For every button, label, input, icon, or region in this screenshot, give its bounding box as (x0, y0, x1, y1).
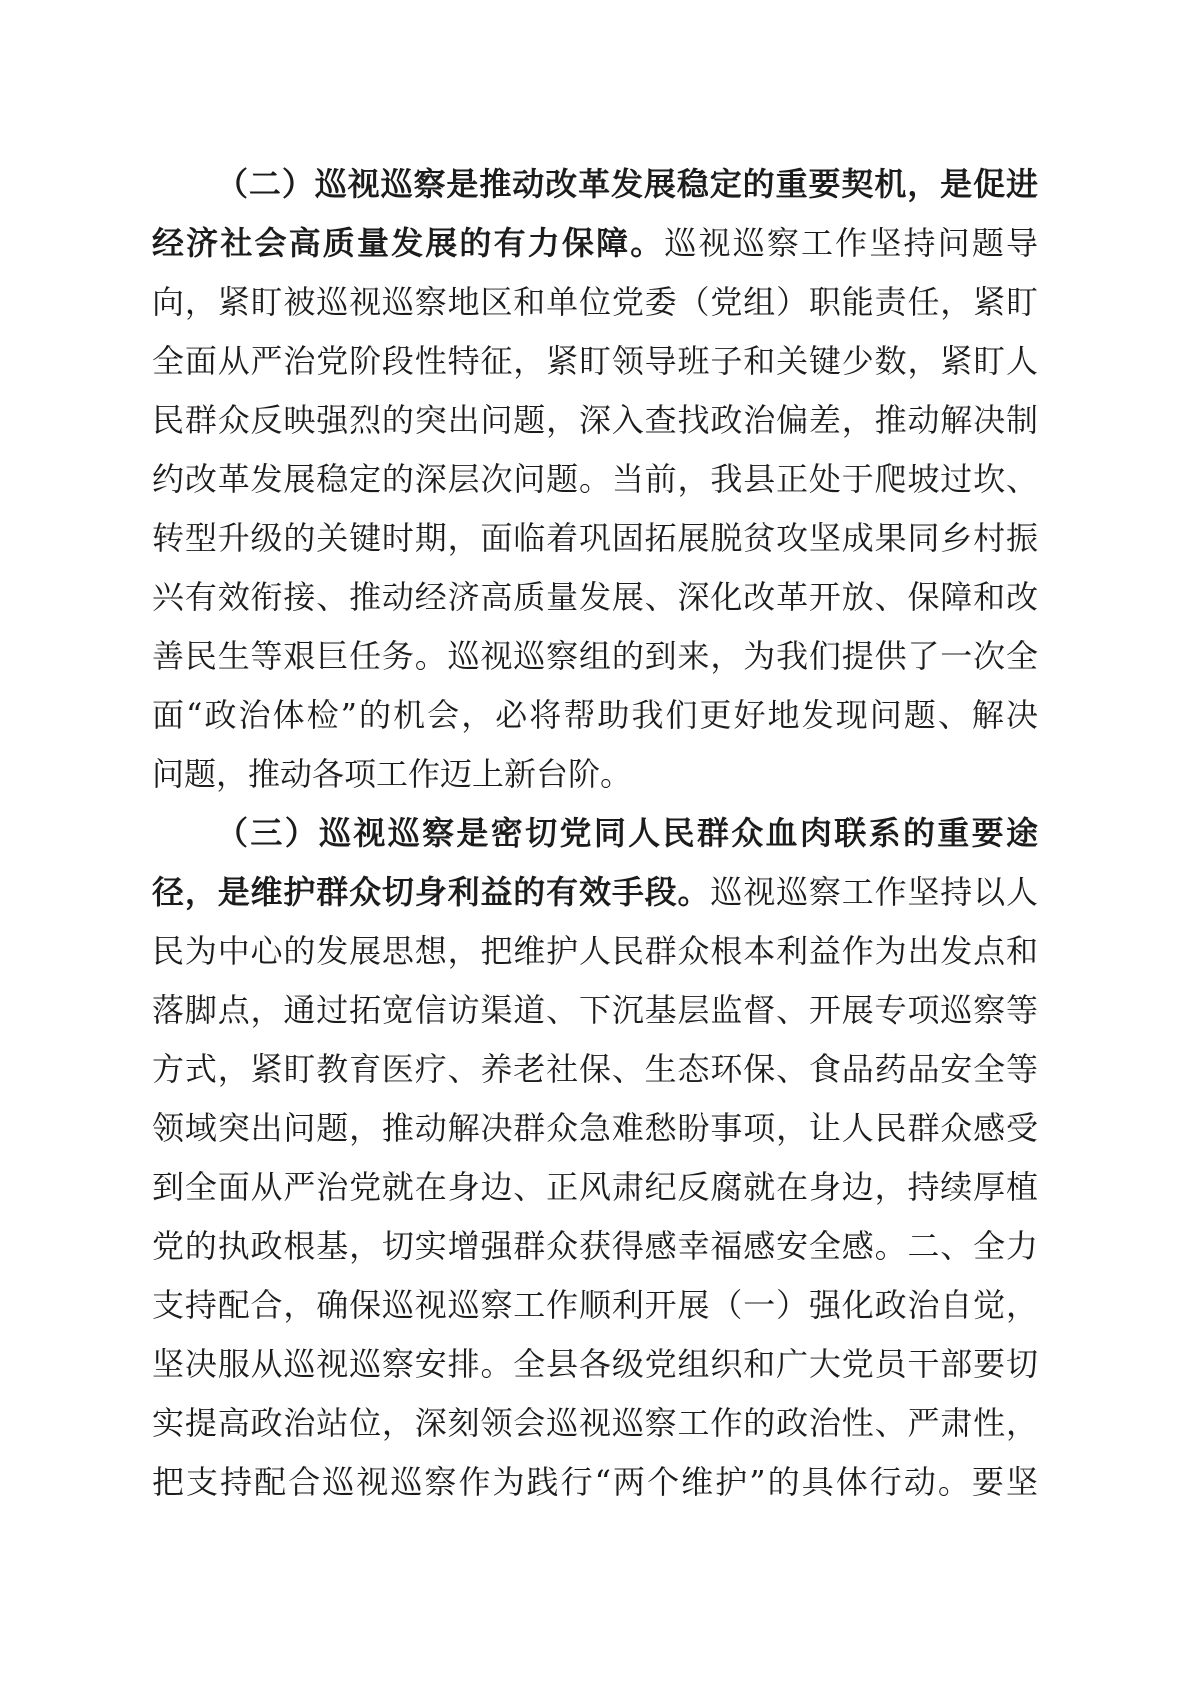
paragraph-3-line-4: 落脚点，通过拓宽信访渠道、下沉基层监督、开展专项巡察等 (152, 991, 1038, 1029)
paragraph-2-line-9: 善民生等艰巨任务。巡视巡察组的到来，为我们提供了一次全 (152, 637, 1038, 675)
paragraph-2-line-10: 面“政治体检”的机会，必将帮助我们更好地发现问题、解决 (152, 696, 1038, 734)
paragraph-3-line-6: 领域突出问题，推动解决群众急难愁盼事项，让人民群众感受 (152, 1109, 1038, 1147)
paragraph-3-body-start: 巡视巡察工作坚持以人 (710, 873, 1038, 911)
paragraph-3-line-7: 到全面从严治党就在身边、正风肃纪反腐就在身边，持续厚植 (152, 1168, 1038, 1206)
paragraph-3-line-2 (152, 863, 1038, 922)
paragraph-3-line-11: 实提高政治站位，深刻领会巡视巡察工作的政治性、严肃性， (152, 1404, 1038, 1442)
paragraph-2-line-4: 全面从严治党阶段性特征，紧盯领导班子和关键少数，紧盯人 (152, 342, 1038, 380)
paragraph-2-line-6: 约改革发展稳定的深层次问题。当前，我县正处于爬坡过坎、 (152, 460, 1038, 498)
paragraph-2-line-1 (152, 155, 1038, 214)
document-body (152, 155, 1038, 1512)
paragraph-3-line-5: 方式，紧盯教育医疗、养老社保、生态环保、食品药品安全等 (152, 1050, 1038, 1088)
paragraph-3-line-12: 把支持配合巡视巡察作为践行“两个维护”的具体行动。要坚 (152, 1463, 1038, 1501)
paragraph-3-line-10: 坚决服从巡视巡察安排。全县各级党组织和广大党员干部要切 (152, 1345, 1038, 1383)
paragraph-2-body-start: 巡视巡察工作坚持问题导 (664, 224, 1038, 262)
paragraph-3-heading: （三）巡视巡察是密切党同人民群众血肉联系的重要途 (216, 814, 1038, 852)
paragraph-2-line-5: 民群众反映强烈的突出问题，深入查找政治偏差，推动解决制 (152, 401, 1038, 439)
paragraph-2-line-8: 兴有效衔接、推动经济高质量发展、深化改革开放、保障和改 (152, 578, 1038, 616)
paragraph-3-line-3: 民为中心的发展思想，把维护人民群众根本利益作为出发点和 (152, 932, 1038, 970)
paragraph-3-line-9: 支持配合，确保巡视巡察工作顺利开展（一）强化政治自觉， (152, 1286, 1038, 1324)
paragraph-2-line-2 (152, 214, 1038, 273)
paragraph-3-line-8: 党的执政根基，切实增强群众获得感幸福感安全感。二、全力 (152, 1227, 1038, 1265)
paragraph-2-line-3: 向，紧盯被巡视巡察地区和单位党委（党组）职能责任，紧盯 (152, 283, 1038, 321)
paragraph-2-line-11: 问题，推动各项工作迈上新台阶。 (152, 755, 633, 793)
paragraph-2-line-7: 转型升级的关键时期，面临着巩固拓展脱贫攻坚成果同乡村振 (152, 519, 1038, 557)
paragraph-3-line-1 (152, 804, 1038, 863)
paragraph-2-heading: （二）巡视巡察是推动改革发展稳定的重要契机，是促进 (216, 165, 1038, 203)
paragraph-3-heading-end: 径，是维护群众切身利益的有效手段。 (152, 873, 711, 911)
paragraph-2-heading-end: 经济社会高质量发展的有力保障。 (152, 224, 665, 262)
